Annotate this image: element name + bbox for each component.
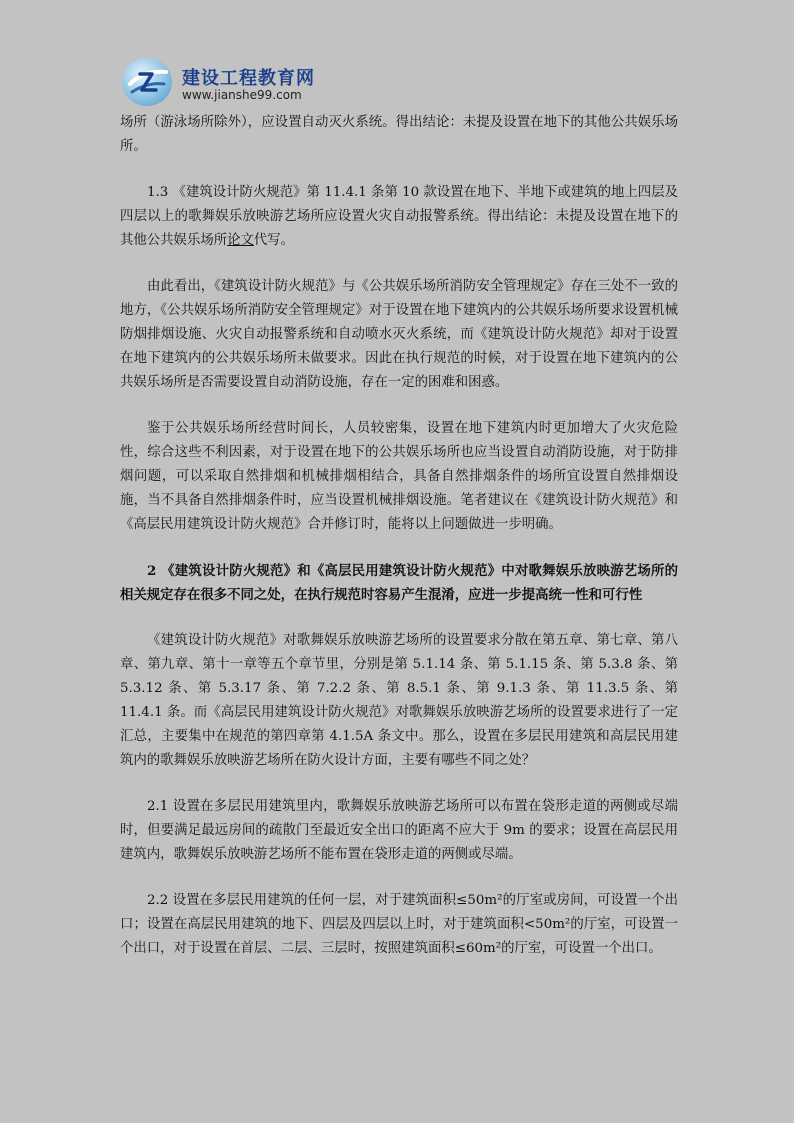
- paragraph-3: 鉴于公共娱乐场所经营时间长，人员较密集，设置在地下建筑内时更加增大了火灾危险性，综合这些不利因素，对于设置在地下的公共娱乐场所也应当设置自动消防设施，对于防排烟问题，可以采取自然排烟和机械排烟相结合，具备自然排烟条件的场所宜设置自然排烟设施，当不具备自然排烟条件时，应当设置机械排烟设施。笔者建议在《建筑设计防火规范》和《高层民用建筑设计防火规范》合并修订时，能将以上问题做进一步明确。: [120, 421, 678, 532]
- paragraph-4: 《建筑设计防火规范》对歌舞娱乐放映游艺场所的设置要求分散在第五章、第七章、第八章、第九章、第十一章等五个章节里，分别是第 5.1.14 条、第 5.1.15 条、第 5.3.8 条、第 5.3.12 条、第 5.3.17 条、第 7.2.2 条、第 8.5.1 条、第 9.1.3 条、第 11.3.5 条、第 11.4.1 条。而《高层民用建筑设计防火规范》对歌舞娱乐放映游艺场所的设置要求进行了一定汇总，主要集中在规范的第四章第 4.1.5A 条文中。那么，设置在多层民用建筑和高层民用建筑内的歌舞娱乐放映游艺场所在防火设计方面，主要有哪些不同之处？: [120, 633, 678, 768]
- paragraph-1: [120, 181, 678, 253]
- logo-swirl-icon: [122, 58, 172, 106]
- paper-link[interactable]: 论文: [227, 233, 254, 248]
- paragraph-1-text: 1.3 《建筑设计防火规范》第 11.4.1 条第 10 款设置在地下、半地下或建筑的地上四层及四层以上的歌舞娱乐放映游艺场所应设置火灾自动报警系统。得出结论：未提及设置在地下的其他公共娱乐场所: [120, 185, 678, 248]
- site-url: www.jianshe99.com: [182, 88, 302, 102]
- site-header: [122, 58, 422, 108]
- document-body: [120, 111, 678, 983]
- section-heading-2: 2 《建筑设计防火规范》和《高层民用建筑设计防火规范》中对歌舞娱乐放映游艺场所的相关规定存在很多不同之处，在执行规范时容易产生混淆，应进一步提高统一性和可行性: [120, 563, 678, 603]
- paragraph-5: 2.1 设置在多层民用建筑里内，歌舞娱乐放映游艺场所可以布置在袋形走道的两侧或尽端时，但要满足最远房间的疏散门至最近安全出口的距离不应大于 9m 的要求；设置在高层民用建筑内，歌舞娱乐放映游艺场所不能布置在袋形走道的两侧或尽端。: [120, 799, 678, 862]
- paragraph-1-tail: 代写。: [253, 233, 295, 248]
- paragraph-0: 场所（游泳场所除外），应设置自动灭火系统。得出结论：未提及设置在地下的其他公共娱乐场所。: [120, 115, 678, 154]
- paragraph-2: 由此看出，《建筑设计防火规范》与《公共娱乐场所消防安全管理规定》存在三处不一致的地方，《公共娱乐场所消防安全管理规定》对于设置在地下建筑内的公共娱乐场所要求设置机械防烟排烟设施、火灾自动报警系统和自动喷水灭火系统，而《建筑设计防火规范》却对于设置在地下建筑内的公共娱乐场所未做要求。因此在执行规范的时候，对于设置在地下建筑内的公共娱乐场所是否需要设置自动消防设施，存在一定的困难和困惑。: [120, 279, 678, 390]
- paragraph-6: 2.2 设置在多层民用建筑的任何一层，对于建筑面积≤50m²的厅室或房间，可设置一个出口；设置在高层民用建筑的地下、四层及四层以上时，对于建筑面积<50m²的厅室，可设置一个出口，对于设置在首层、二层、三层时，按照建筑面积≤60m²的厅室，可设置一个出口。: [120, 893, 678, 956]
- site-name: 建设工程教育网: [182, 68, 315, 89]
- site-logo: [122, 58, 172, 106]
